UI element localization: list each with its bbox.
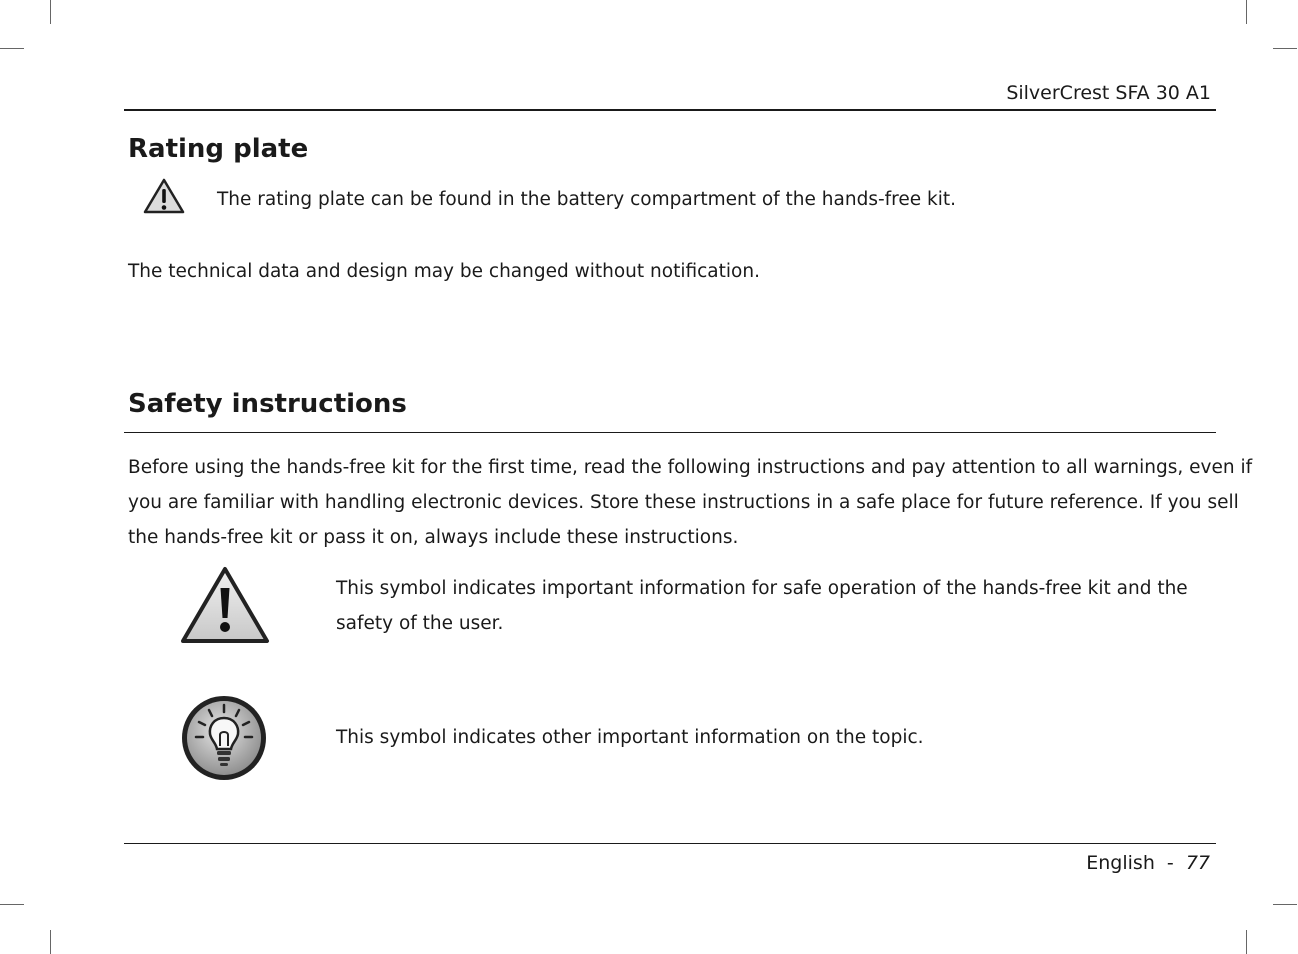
section-rule [124,432,1216,433]
safety-instructions-heading: Safety instructions [128,389,407,419]
page-number: 77 [1185,852,1210,874]
safety-intro-line: the hands-free kit or pass it on, always include these instructions. [128,527,739,548]
crop-mark [1273,48,1297,49]
technical-data-note: The technical data and design may be changed without notification. [128,261,760,282]
lightbulb-icon [179,693,269,783]
crop-mark [1273,904,1297,905]
safety-intro-line: you are familiar with handling electronic devices. Store these instructions in a safe place for future reference. If you sell [128,492,1239,513]
crop-mark [1246,0,1247,24]
warning-symbol-text: safety of the user. [336,613,504,634]
warning-triangle-icon [143,178,185,214]
crop-mark [0,904,24,905]
rating-plate-note: The rating plate can be found in the battery compartment of the hands-free kit. [217,189,956,210]
footer-separator: - [1166,852,1174,874]
info-symbol-text: This symbol indicates other important information on the topic. [336,727,924,748]
header-rule [124,109,1216,111]
crop-mark [1246,930,1247,954]
crop-mark [0,48,24,49]
crop-mark [50,930,51,954]
running-header: SilverCrest SFA 30 A1 [1006,82,1211,104]
crop-mark [50,0,51,24]
rating-plate-heading: Rating plate [128,134,309,164]
warning-symbol-text: This symbol indicates important information for safe operation of the hands-free kit and the [336,578,1188,599]
footer-rule [124,843,1216,844]
footer-language: English [1086,852,1155,874]
safety-intro-line: Before using the hands-free kit for the first time, read the following instructions and pay attention to all warnings, even if [128,457,1253,478]
page-footer [1086,852,1210,874]
warning-triangle-icon [180,566,270,644]
